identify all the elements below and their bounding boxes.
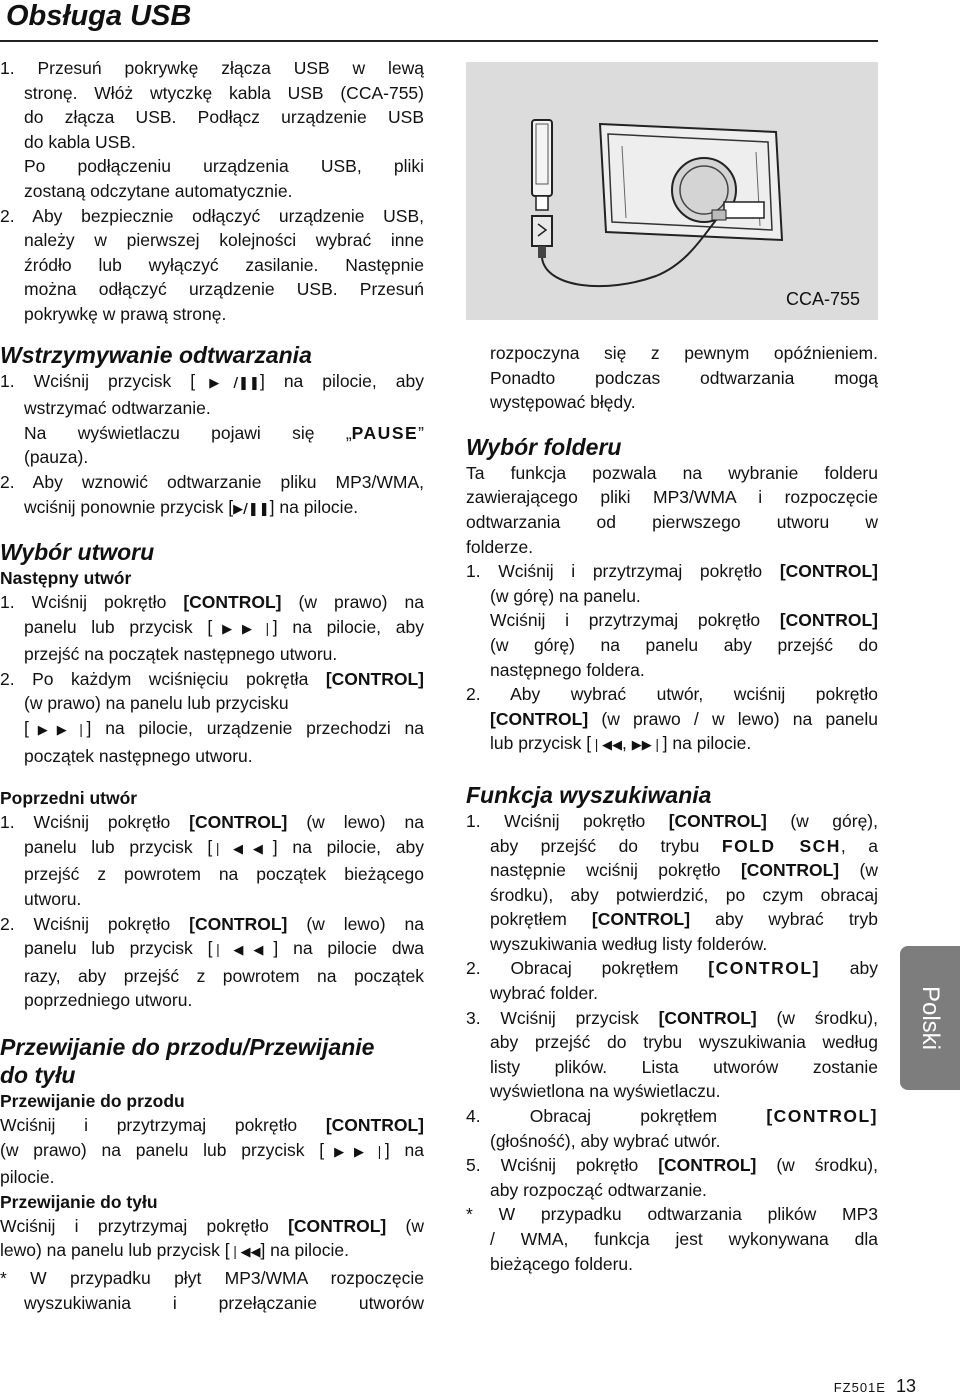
next-track-icon: ▶▶❘ — [631, 738, 663, 754]
text-line: środku), aby potwierdzić, po czym obracaj — [490, 884, 878, 905]
section-heading-track: Wybór utworu — [0, 539, 155, 566]
page-footer — [834, 1376, 916, 1397]
text-line: bieżącego folderu. — [490, 1253, 634, 1274]
text-line: aby przejść do trybu wyszukiwania według — [490, 1032, 878, 1053]
previous-track-icon: ❘◀◀ — [229, 1245, 261, 1261]
text-line: odtwarzania od pierwszego utworu w — [466, 511, 878, 532]
text-line: folderze. — [466, 536, 534, 557]
text-line: wciśnij ponownie przycisk [▶/❚❚] na pilocie. — [24, 496, 359, 517]
text-line: 4. Obracaj pokrętłem [CONTROL] — [466, 1106, 878, 1127]
subheading-fast-forward: Przewijanie do przodu — [0, 1091, 185, 1111]
text-line: 2. Po każdym wciśnięciu pokrętła [CONTROL] — [0, 668, 424, 689]
display-text: PAUSE — [351, 422, 419, 443]
text-line: 1. Wciśnij pokrętło [CONTROL] (w górę), — [466, 810, 878, 831]
text-line: pilocie. — [0, 1167, 55, 1188]
text-line: * W przypadku płyt MP3/WMA rozpoczęcie — [0, 1267, 424, 1288]
text-line: występować błędy. — [490, 392, 636, 413]
text-line: 1. Wciśnij pokrętło [CONTROL] (w prawo) na — [0, 592, 424, 613]
text-line: początek następnego utworu. — [24, 745, 253, 766]
text-line: (w prawo) na panelu lub przycisku — [24, 693, 289, 714]
text-line: 1. Wciśnij i przytrzymaj pokrętło [CONTROL] — [466, 561, 878, 582]
text-line: wyszukiwania i przełączanie utworów — [24, 1292, 424, 1313]
text-line: aby rozpocząć odtwarzanie. — [490, 1179, 707, 1200]
next-track-icon: ▶▶❘ — [212, 621, 273, 637]
usb-connection-illustration — [466, 62, 878, 320]
text-line: Ta funkcja pozwala na wybranie folderu — [466, 462, 878, 483]
text-line: poprzedniego utworu. — [24, 990, 193, 1011]
text-line: stronę. Włóż wtyczkę kabla USB (CCA-755) — [24, 82, 424, 103]
text-line: panelu lub przycisk [❘◀◀] na pilocie dwa — [24, 938, 424, 959]
text-line: Wciśnij i przytrzymaj pokrętło [CONTROL] — [490, 610, 878, 631]
text-line: 5. Wciśnij pokrętło [CONTROL] (w środku), — [466, 1155, 878, 1176]
text-line: Wciśnij i przytrzymaj pokrętło [CONTROL] — [0, 1115, 424, 1135]
previous-track-icon: ❘◀◀ — [591, 738, 623, 754]
text-line: zostaną odczytane automatycznie. — [24, 180, 293, 201]
text-line: 1. Przesuń pokrywkę złącza USB w lewą — [0, 58, 424, 78]
section-heading-pause: Wstrzymywanie odtwarzania — [0, 341, 312, 368]
text-line: 2. Obracaj pokrętłem [CONTROL] aby — [466, 958, 878, 979]
text-line: następnie wciśnij pokrętło [CONTROL] (w — [490, 860, 879, 881]
text-line: do kabla USB. — [24, 131, 136, 152]
text-line: rozpoczyna się z pewnym opóźnieniem. — [490, 343, 878, 363]
next-track-icon: ▶▶❘ — [28, 723, 87, 739]
text-line: zawierającego pliki MP3/WMA i rozpoczęcie — [466, 487, 878, 508]
model-number: FZ501E — [833, 1380, 886, 1395]
subheading-previous-track: Poprzedni utwór — [0, 788, 138, 809]
text-line: (w górę) na panelu. — [490, 585, 641, 606]
text-line: przejść na początek następnego utworu. — [24, 644, 338, 665]
text-line: (w prawo) na panelu lub przycisk [▶▶❘] na — [0, 1139, 424, 1160]
text-line: panelu lub przycisk [❘◀◀] na pilocie, aby — [24, 836, 424, 857]
text-line: następnego foldera. — [490, 659, 645, 680]
text-line: aby przejść do trybu FOLD SCH, a — [490, 835, 878, 856]
text-line: 3. Wciśnij przycisk [CONTROL] (w środku), — [466, 1007, 878, 1028]
text-line: pokrywkę w prawą stronę. — [24, 303, 227, 324]
text-line: 2. Aby bezpiecznie odłączyć urządzenie USB, — [0, 205, 424, 226]
right-column — [466, 341, 878, 1276]
text-line: 1. Wciśnij pokrętło [CONTROL] (w lewo) na — [0, 812, 424, 833]
text-line: Ponadto podczas odtwarzania mogą — [490, 367, 878, 388]
page-title: Obsługa USB — [6, 0, 192, 32]
text-line: wyszukiwania według listy folderów. — [490, 933, 768, 954]
cable-model-label: CCA-755 — [785, 289, 860, 309]
text-line: wstrzymać odtwarzanie. — [24, 398, 211, 419]
text-line: 1. Wciśnij przycisk [▶/❚❚] na pilocie, aby — [0, 370, 425, 391]
text-line: * W przypadku odtwarzania plików MP3 — [466, 1204, 878, 1225]
language-tab — [900, 946, 960, 1090]
page-number: 13 — [895, 1376, 916, 1396]
text-line: przejść z powrotem na początek bieżącego — [24, 864, 424, 885]
text-line: można odłączyć urządzenie USB. Przesuń — [24, 279, 424, 300]
display-text: FOLD SCH — [721, 835, 841, 856]
text-line: Na wyświetlaczu pojawi się „PAUSE” — [24, 422, 424, 443]
section-heading-seek: Przewijanie do przodu/Przewijanie do tyłu — [0, 1034, 375, 1088]
usb-step-2 — [0, 204, 424, 327]
text-line: 2. Aby wybrać utwór, wciśnij pokrętło — [466, 684, 878, 705]
section-heading-folder: Wybór folderu — [466, 433, 622, 460]
text-line: wybrać folder. — [490, 983, 598, 1004]
left-column — [0, 56, 424, 1315]
usb-diagram — [466, 62, 878, 320]
text-line: (pauza). — [24, 447, 89, 468]
previous-track-icon: ❘◀◀ — [212, 841, 273, 857]
text-line: 2. Aby wznowić odtwarzanie pliku MP3/WMA, — [0, 471, 424, 492]
text-line: należy w pierwszej kolejności wybrać inne — [24, 230, 424, 251]
text-line: źródło lub wyłączyć zasilanie. Następnie — [24, 254, 424, 275]
text-line: razy, aby przejść z powrotem na początek — [24, 965, 424, 986]
text-line: 2. Wciśnij pokrętło [CONTROL] (w lewo) na — [0, 913, 424, 934]
text-line: [▶▶❘] na pilocie, urządzenie przechodzi na — [24, 718, 424, 739]
previous-track-icon: ❘◀◀ — [212, 943, 274, 959]
text-line: listy plików. Lista utworów zostanie — [490, 1056, 878, 1077]
text-line: Wciśnij i przytrzymaj pokrętło [CONTROL] (w — [0, 1215, 424, 1236]
text-line: (w górę) na panelu aby przejść do — [490, 634, 878, 655]
section-heading-search: Funkcja wyszukiwania — [466, 781, 712, 808]
text-line: do złącza USB. Podłącz urządzenie USB — [24, 107, 424, 128]
text-line: (głośność), aby wybrać utwór. — [490, 1130, 721, 1151]
play-pause-icon: ▶/❚❚ — [233, 501, 270, 517]
text-line: utworu. — [24, 889, 82, 910]
title-rule — [0, 40, 878, 42]
text-line: panelu lub przycisk [▶▶❘] na pilocie, aby — [24, 616, 424, 637]
next-track-icon: ▶▶❘ — [324, 1144, 385, 1160]
text-line: / WMA, funkcja jest wykonywana dla — [490, 1229, 878, 1249]
text-line: Po podłączeniu urządzenia USB, pliki — [24, 156, 424, 177]
play-pause-icon: ▶/❚❚ — [195, 375, 260, 391]
subheading-next-track: Następny utwór — [0, 568, 132, 589]
subheading-fast-backward: Przewijanie do tyłu — [0, 1191, 158, 1212]
text-line: lewo) na panelu lub przycisk [❘◀◀] na pilocie. — [0, 1240, 349, 1261]
text-line: [CONTROL] (w prawo / w lewo) na panelu — [490, 708, 878, 729]
language-tab-label: Polski — [917, 985, 944, 1051]
text-line: lub przycisk [❘◀◀, ▶▶❘] na pilocie. — [490, 733, 752, 754]
usb-step-1 — [0, 56, 424, 204]
text-line: wyświetlona na wyświetlaczu. — [490, 1081, 721, 1102]
text-line: pokrętłem [CONTROL] aby wybrać tryb — [490, 909, 878, 930]
